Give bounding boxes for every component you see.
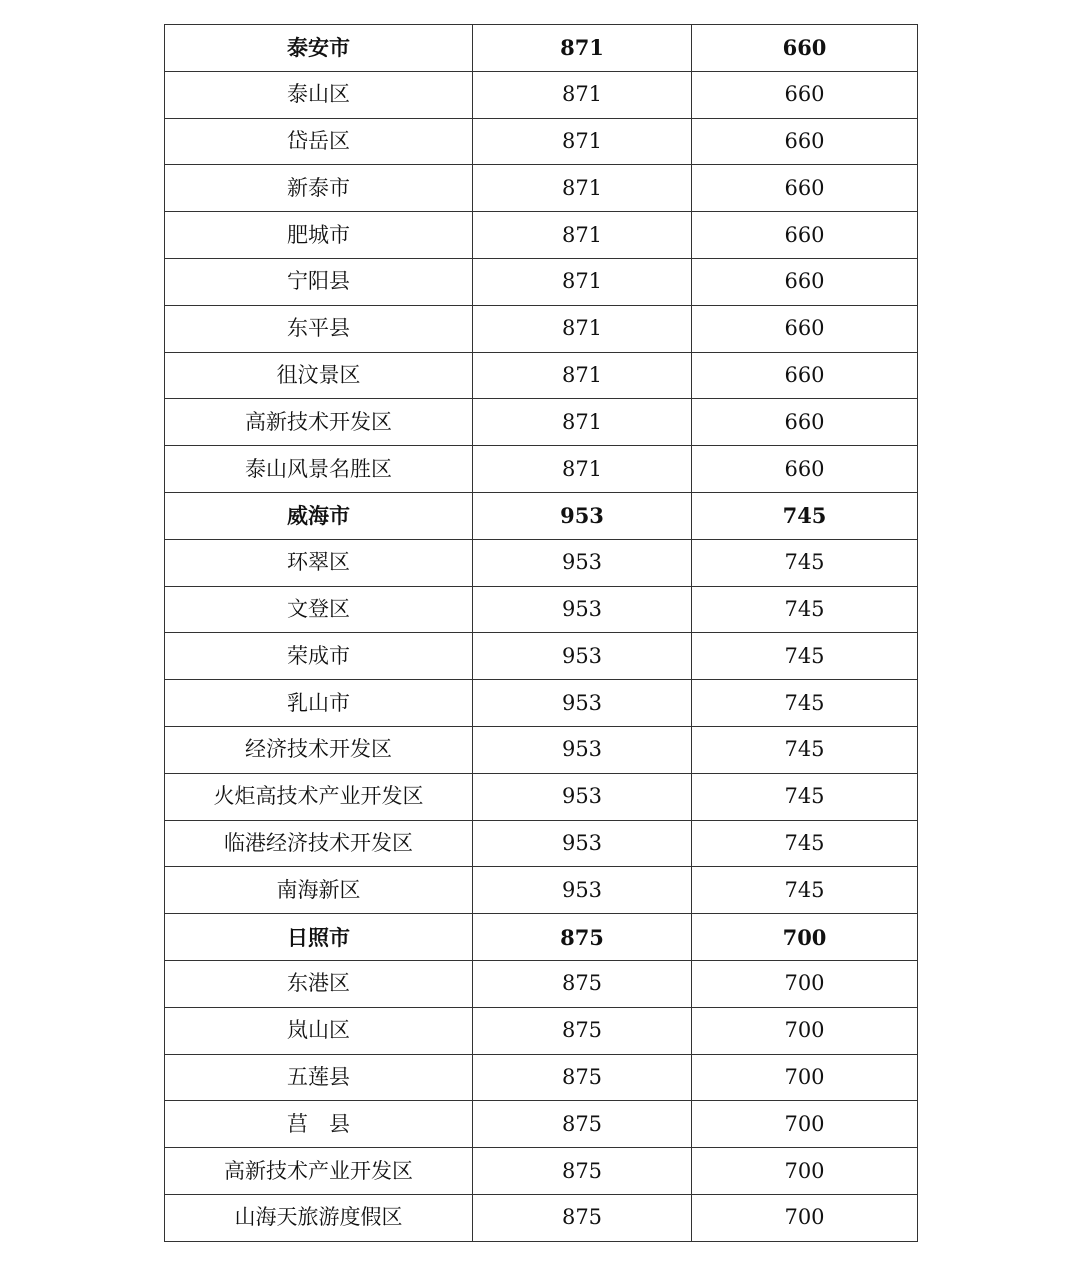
value-cell-2: 953 xyxy=(473,633,692,680)
value-cell-2: 953 xyxy=(473,820,692,867)
value-cell-3: 700 xyxy=(692,1101,918,1148)
district-row xyxy=(165,305,918,352)
region-name-cell: 泰山区 xyxy=(165,71,473,118)
district-row xyxy=(165,446,918,493)
region-name-cell: 山海天旅游度假区 xyxy=(165,1194,473,1241)
value-cell-2: 875 xyxy=(473,1007,692,1054)
district-row xyxy=(165,165,918,212)
value-cell-3: 660 xyxy=(692,118,918,165)
region-name-cell: 威海市 xyxy=(165,492,473,539)
city-row xyxy=(165,492,918,539)
value-cell-2: 871 xyxy=(473,25,692,72)
value-cell-3: 660 xyxy=(692,258,918,305)
value-cell-2: 953 xyxy=(473,492,692,539)
value-cell-3: 660 xyxy=(692,305,918,352)
district-row xyxy=(165,1194,918,1241)
value-cell-2: 953 xyxy=(473,867,692,914)
value-cell-2: 871 xyxy=(473,446,692,493)
district-row xyxy=(165,352,918,399)
value-cell-3: 745 xyxy=(692,586,918,633)
district-row xyxy=(165,212,918,259)
value-cell-2: 953 xyxy=(473,680,692,727)
district-row xyxy=(165,633,918,680)
value-cell-3: 700 xyxy=(692,960,918,1007)
value-cell-3: 660 xyxy=(692,25,918,72)
district-row xyxy=(165,1054,918,1101)
region-name-cell: 荣成市 xyxy=(165,633,473,680)
region-name-cell: 文登区 xyxy=(165,586,473,633)
value-cell-2: 871 xyxy=(473,165,692,212)
value-cell-2: 871 xyxy=(473,258,692,305)
region-name-cell: 新泰市 xyxy=(165,165,473,212)
region-name-cell: 东平县 xyxy=(165,305,473,352)
region-name-cell: 宁阳县 xyxy=(165,258,473,305)
district-row xyxy=(165,399,918,446)
district-row xyxy=(165,539,918,586)
region-name-cell: 临港经济技术开发区 xyxy=(165,820,473,867)
district-row xyxy=(165,680,918,727)
value-cell-2: 875 xyxy=(473,1054,692,1101)
region-name-cell: 高新技术产业开发区 xyxy=(165,1148,473,1195)
value-cell-2: 871 xyxy=(473,399,692,446)
district-row xyxy=(165,820,918,867)
region-name-cell: 泰山风景名胜区 xyxy=(165,446,473,493)
value-cell-3: 745 xyxy=(692,867,918,914)
district-row xyxy=(165,71,918,118)
district-row xyxy=(165,586,918,633)
region-name-cell: 肥城市 xyxy=(165,212,473,259)
region-name-cell: 徂汶景区 xyxy=(165,352,473,399)
region-name-cell: 岱岳区 xyxy=(165,118,473,165)
value-cell-3: 745 xyxy=(692,539,918,586)
region-name-cell: 日照市 xyxy=(165,914,473,961)
wage-table-body xyxy=(165,25,918,1242)
region-name-cell: 乳山市 xyxy=(165,680,473,727)
value-cell-3: 660 xyxy=(692,71,918,118)
value-cell-2: 875 xyxy=(473,960,692,1007)
city-row xyxy=(165,914,918,961)
district-row xyxy=(165,726,918,773)
district-row xyxy=(165,258,918,305)
value-cell-2: 953 xyxy=(473,773,692,820)
city-row xyxy=(165,25,918,72)
value-cell-2: 871 xyxy=(473,212,692,259)
value-cell-3: 745 xyxy=(692,773,918,820)
value-cell-3: 745 xyxy=(692,633,918,680)
value-cell-3: 660 xyxy=(692,446,918,493)
value-cell-2: 953 xyxy=(473,586,692,633)
region-name-cell: 火炬高技术产业开发区 xyxy=(165,773,473,820)
value-cell-3: 745 xyxy=(692,726,918,773)
district-row xyxy=(165,1007,918,1054)
value-cell-2: 953 xyxy=(473,726,692,773)
region-name-cell: 环翠区 xyxy=(165,539,473,586)
wage-table xyxy=(164,24,918,1242)
district-row xyxy=(165,960,918,1007)
value-cell-3: 660 xyxy=(692,399,918,446)
region-name-cell: 经济技术开发区 xyxy=(165,726,473,773)
district-row xyxy=(165,773,918,820)
region-name-cell: 东港区 xyxy=(165,960,473,1007)
region-name-cell: 高新技术开发区 xyxy=(165,399,473,446)
value-cell-2: 875 xyxy=(473,1148,692,1195)
region-name-cell: 泰安市 xyxy=(165,25,473,72)
district-row xyxy=(165,867,918,914)
value-cell-2: 871 xyxy=(473,71,692,118)
value-cell-3: 700 xyxy=(692,1054,918,1101)
region-name-cell: 南海新区 xyxy=(165,867,473,914)
district-row xyxy=(165,118,918,165)
value-cell-3: 700 xyxy=(692,1007,918,1054)
value-cell-2: 953 xyxy=(473,539,692,586)
value-cell-3: 745 xyxy=(692,492,918,539)
region-name-cell: 五莲县 xyxy=(165,1054,473,1101)
value-cell-3: 700 xyxy=(692,1194,918,1241)
district-row xyxy=(165,1101,918,1148)
value-cell-2: 875 xyxy=(473,914,692,961)
value-cell-3: 660 xyxy=(692,165,918,212)
value-cell-3: 745 xyxy=(692,820,918,867)
value-cell-2: 871 xyxy=(473,352,692,399)
value-cell-2: 875 xyxy=(473,1194,692,1241)
value-cell-3: 700 xyxy=(692,914,918,961)
value-cell-3: 660 xyxy=(692,212,918,259)
value-cell-3: 700 xyxy=(692,1148,918,1195)
region-name-cell: 岚山区 xyxy=(165,1007,473,1054)
value-cell-2: 871 xyxy=(473,305,692,352)
region-name-cell: 莒 县 xyxy=(165,1101,473,1148)
district-row xyxy=(165,1148,918,1195)
value-cell-2: 875 xyxy=(473,1101,692,1148)
value-cell-3: 660 xyxy=(692,352,918,399)
value-cell-3: 745 xyxy=(692,680,918,727)
value-cell-2: 871 xyxy=(473,118,692,165)
